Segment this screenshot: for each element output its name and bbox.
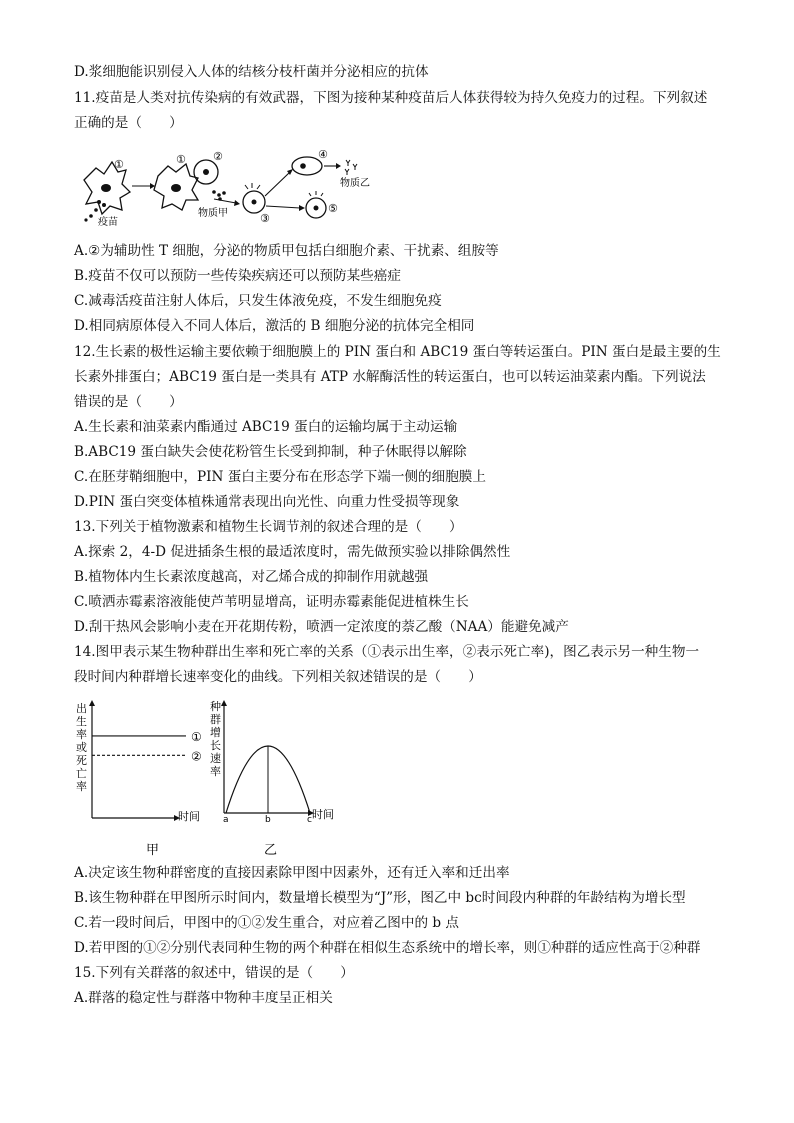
q15-stem: 15.下列有关群落的叙述中，错误的是（ ） bbox=[74, 965, 354, 981]
q11-stem-line1: 11.疫苗是人类对抗传染病的有效武器，下图为接种某种疫苗后人体获得较为持久免疫力的过程。下列叙述 bbox=[74, 90, 708, 106]
q12-stem-line2: 长素外排蛋白；ABC19 蛋白是一类具有 ATP 水解酶活性的转运蛋白，也可以转运油菜素内酯。下列说法 bbox=[74, 369, 706, 385]
q14-stem-line2: 段时间内种群增长速率变化的曲线。下列相关叙述错误的是（ ） bbox=[74, 669, 482, 685]
chart-jia-ylabel-6: 亡 bbox=[76, 767, 87, 780]
chart-jia-ylabel-4: 或 bbox=[76, 741, 87, 754]
q13-stem: 13.下列关于植物激素和植物生长调节剂的叙述合理的是（ ） bbox=[74, 519, 463, 535]
q14-option-b: B.该生物种群在甲图所示时间内，数量增长模型为“J”形，图乙中 bc时间段内种群的年龄结构为增长型 bbox=[74, 890, 686, 906]
q12-stem-line3: 错误的是（ ） bbox=[74, 394, 183, 410]
chart-jia-ylabel-7: 率 bbox=[76, 780, 87, 793]
chart-jia-title: 甲 bbox=[146, 843, 160, 858]
chart-yi-ylabel-2: 群 bbox=[210, 713, 221, 726]
population-charts-figure bbox=[74, 700, 354, 860]
q10-option-d: D.浆细胞能识别侵入人体的结核分枝杆菌并分泌相应的抗体 bbox=[74, 64, 429, 80]
q11-option-b: B.疫苗不仅可以预防一些传染疾病还可以预防某些癌症 bbox=[74, 268, 401, 284]
chart-jia bbox=[76, 700, 202, 858]
chart-jia-ylabel-3: 率 bbox=[76, 728, 87, 741]
label-substance-jia: 物质甲 bbox=[198, 208, 228, 219]
chart-yi-ylabel-3: 增 bbox=[210, 726, 221, 739]
chart-yi-title: 乙 bbox=[264, 843, 278, 858]
q13-option-d: D.刮干热风会影响小麦在开花期传粉，喷洒一定浓度的萘乙酸（NAA）能避免减产 bbox=[74, 619, 569, 635]
q11-option-a: A.②为辅助性 T 细胞，分泌的物质甲包括白细胞介素、干扰素、组胺等 bbox=[74, 243, 499, 259]
chart-jia-ylabel-5: 死 bbox=[76, 754, 87, 767]
label-2: ② bbox=[213, 150, 223, 163]
q12-stem-line1: 12.生长素的极性运输主要依赖于细胞膜上的 PIN 蛋白和 ABC19 蛋白等转运蛋白。PIN 蛋白是最主要的生 bbox=[74, 344, 721, 360]
q12-option-b: B.ABC19 蛋白缺失会使花粉管生长受到抑制，种子休眠得以解除 bbox=[74, 444, 467, 460]
q14-stem-line1: 14.图甲表示某生物种群出生率和死亡率的关系（①表示出生率，②表示死亡率)，图乙表示另一种生物一 bbox=[74, 644, 700, 660]
chart-jia-ylabel-1: 出 bbox=[76, 702, 87, 715]
label-1b: ① bbox=[176, 153, 186, 166]
q11-option-d: D.相同病原体侵入不同人体后，激活的 B 细胞分泌的抗体完全相同 bbox=[74, 318, 475, 334]
q13-option-a: A.探索 2，4-D 促进插条生根的最适浓度时，需先做预实验以排除偶然性 bbox=[74, 544, 511, 560]
chart-yi-tick-a: a bbox=[223, 815, 229, 825]
q15-option-a: A.群落的稳定性与群落中物种丰度呈正相关 bbox=[74, 990, 333, 1006]
label-vaccine: 疫苗 bbox=[98, 217, 118, 228]
q13-option-c: C.喷洒赤霉素溶液能使芦苇明显增高，证明赤霉素能促进植株生长 bbox=[74, 594, 469, 610]
q12-option-c: C.在胚芽鞘细胞中，PIN 蛋白主要分布在形态学下端一侧的细胞膜上 bbox=[74, 469, 486, 485]
chart-jia-series-label-2: ② bbox=[191, 749, 202, 764]
chart-yi-ylabel-6: 率 bbox=[210, 765, 221, 778]
chart-yi-ylabel-4: 长 bbox=[210, 739, 221, 752]
chart-jia-xlabel: 时间 bbox=[178, 810, 200, 823]
chart-jia-series-label-1: ① bbox=[191, 729, 202, 744]
chart-yi-ylabel-1: 种 bbox=[210, 700, 221, 713]
q14-option-d: D.若甲图的①②分别代表同种生物的两个种群在相似生态系统中的增长率，则①种群的适应性高于②种群 bbox=[74, 940, 701, 956]
label-5: ⑤ bbox=[328, 202, 338, 215]
chart-yi-xlabel: 时间 bbox=[312, 808, 334, 821]
q11-option-c: C.减毒活疫苗注射人体后，只发生体液免疫，不发生细胞免疫 bbox=[74, 293, 442, 309]
chart-yi-tick-b: b bbox=[265, 815, 271, 825]
chart-yi-ylabel-5: 速 bbox=[210, 752, 221, 765]
q11-stem-line2: 正确的是（ ） bbox=[74, 115, 183, 131]
chart-jia-ylabel-2: 生 bbox=[76, 715, 87, 728]
q14-option-c: C.若一段时间后，甲图中的①②发生重合，对应着乙图中的 b 点 bbox=[74, 915, 460, 931]
label-4: ④ bbox=[318, 150, 328, 161]
apc-cell-1-nucleus bbox=[101, 184, 111, 192]
q14-option-a: A.决定该生物种群密度的直接因素除甲图中因素外，还有迁入率和迁出率 bbox=[74, 865, 510, 881]
chart-yi-tick-c: c bbox=[307, 815, 312, 825]
vaccine-immune-process-figure bbox=[74, 150, 374, 232]
q12-option-d: D.PIN 蛋白突变体植株通常表现出向光性、向重力性受损等现象 bbox=[74, 494, 460, 510]
q13-option-b: B.植物体内生长素浓度越高，对乙烯合成的抑制作用就越强 bbox=[74, 569, 429, 585]
label-3: ③ bbox=[260, 212, 270, 225]
q12-option-a: A.生长素和油菜素内酯通过 ABC19 蛋白的运输均属于主动运输 bbox=[74, 419, 458, 435]
label-substance-yi: 物质乙 bbox=[340, 178, 370, 189]
chart-yi bbox=[210, 700, 334, 858]
label-1a: ① bbox=[114, 158, 124, 171]
